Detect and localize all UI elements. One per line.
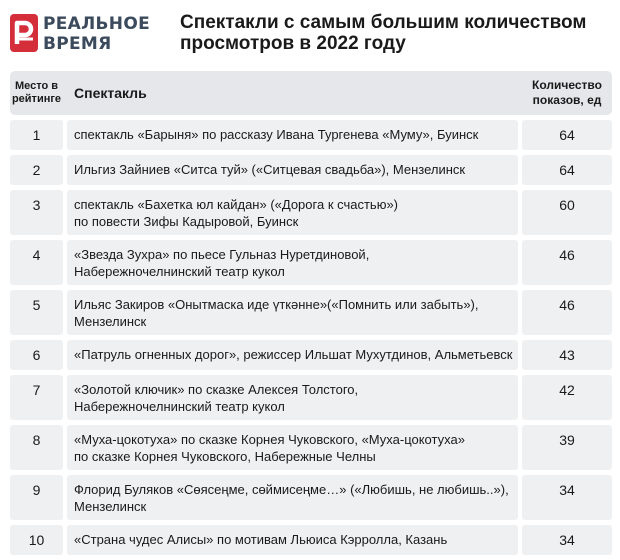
row-play-title: спектакль «Барыня» по рассказу Ивана Тургенева «Муму», Буинск <box>74 127 479 142</box>
row-rank: 7 <box>32 382 41 398</box>
brand-name <box>43 14 150 54</box>
row-count: 42 <box>559 382 575 398</box>
brand-logo-icon <box>10 14 38 52</box>
row-rank: 6 <box>32 347 41 363</box>
row-play-title: спектакль «Бахетка юл кайдан» («Дорога к счастью») по повести Зифы Кадыровой, Буинск <box>74 197 399 229</box>
row-count: 34 <box>559 482 575 498</box>
table-row <box>10 425 612 470</box>
row-count: 39 <box>559 432 575 448</box>
row-rank: 1 <box>32 127 41 143</box>
header-rank: Место в рейтинге <box>11 80 62 105</box>
row-rank: 5 <box>32 297 41 313</box>
row-rank: 2 <box>32 162 41 178</box>
row-play-title: «Страна чудес Алисы» по мотивам Льюиса Кэрролла, Казань <box>74 532 448 547</box>
row-play-title: Флорид Буляков «Сөясеңме, сөймисеңме…» («Любишь, не любишь..»), Мензелинск <box>74 482 509 514</box>
row-play-title: «Звезда Зухра» по пьесе Гульназ Нуретдиновой, Набережночелнинский театр кукол <box>74 247 370 279</box>
row-rank: 4 <box>32 247 41 263</box>
brand-logo <box>10 12 160 56</box>
header-play: Спектакль <box>74 85 147 101</box>
table-row <box>10 155 612 185</box>
row-count: 46 <box>559 247 575 263</box>
ranking-table <box>10 71 612 560</box>
table-row <box>10 340 612 370</box>
row-count: 64 <box>559 127 575 143</box>
row-rank: 9 <box>32 482 41 498</box>
table-row <box>10 375 612 420</box>
row-rank: 10 <box>28 532 45 548</box>
table-row <box>10 475 612 520</box>
table-body <box>10 120 612 555</box>
row-count: 64 <box>559 162 575 178</box>
row-count: 46 <box>559 297 575 313</box>
row-count: 34 <box>559 532 575 548</box>
row-play-title: «Муха-цокотуха» по сказке Корнея Чуковского, «Муха-цокотуха» по сказке Корнея Чуковского, Набережные Челны <box>74 432 465 464</box>
row-play-title: «Золотой ключик» по сказке Алексея Толстого, Набережночелнинский театр кукол <box>74 382 359 414</box>
row-count: 43 <box>559 347 575 363</box>
table-row <box>10 120 612 150</box>
row-play-title: «Патруль огненных дорог», режиссер Ильшат Мухутдинов, Альметьевск <box>74 347 513 362</box>
header-count: Количество показов, ед <box>532 78 602 107</box>
table-row <box>10 190 612 235</box>
row-rank: 3 <box>32 197 41 213</box>
table-row <box>10 525 612 555</box>
row-count: 60 <box>559 197 575 213</box>
brand-line-2: ВРЕМЯ <box>43 34 112 54</box>
table-row <box>10 240 612 285</box>
row-rank: 8 <box>32 432 41 448</box>
table-row <box>10 290 612 335</box>
brand-line-1: РЕАЛЬНОЕ <box>43 14 150 34</box>
chart-title: Спектакли с самым большим количеством просмотров в 2022 году <box>180 12 587 54</box>
row-play-title: Ильяс Закиров «Онытмаска иде үткәнне»(«Помнить или забыть»), Мензелинск <box>74 297 479 329</box>
table-header <box>10 71 612 115</box>
row-play-title: Ильгиз Зайниев «Ситса туй» («Ситцевая свадьба»), Мензелинск <box>74 162 466 177</box>
